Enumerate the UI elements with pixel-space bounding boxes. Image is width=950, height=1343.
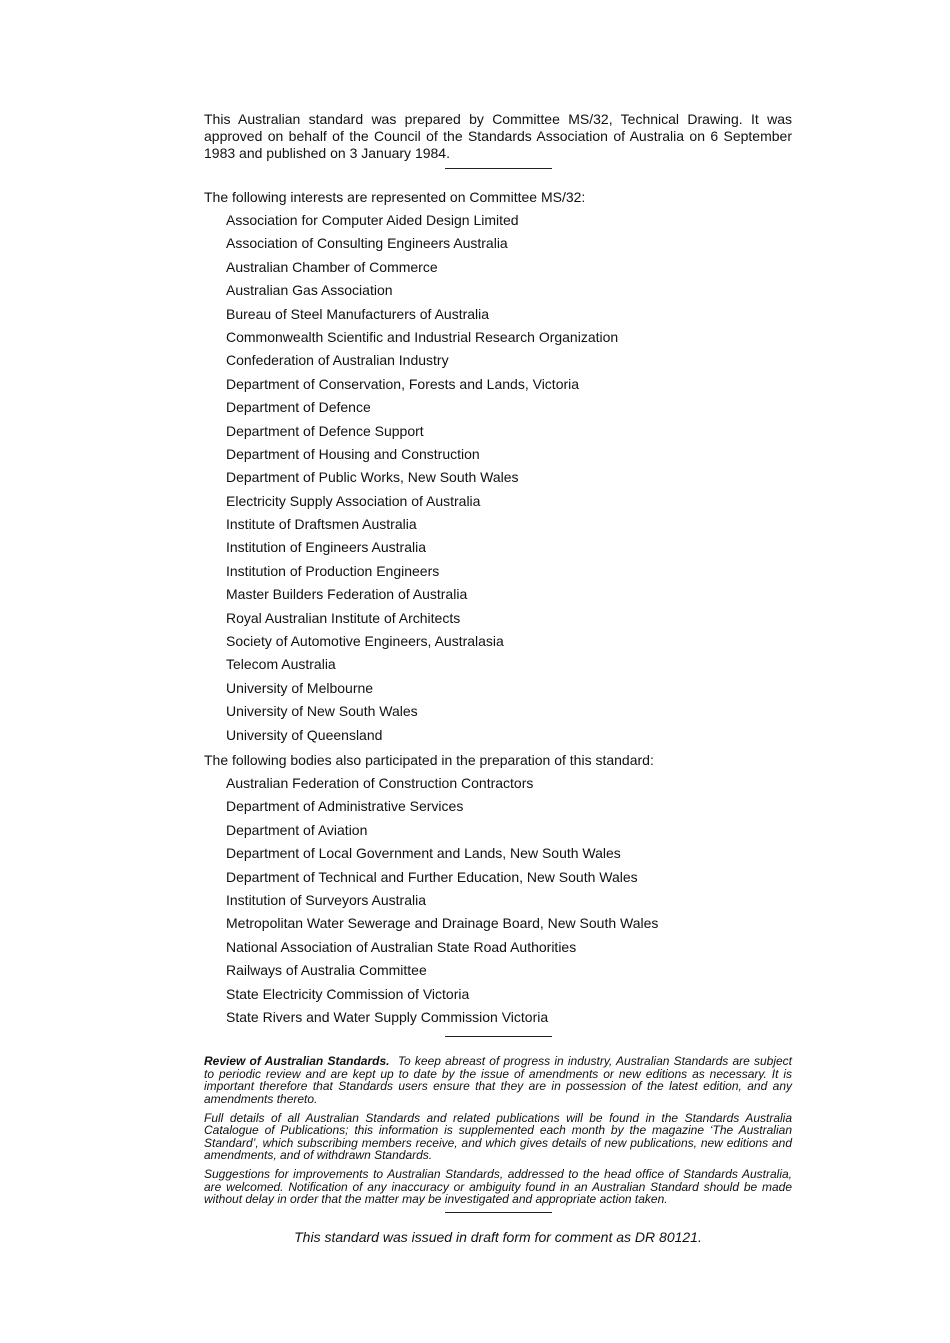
committee-member: Confederation of Australian Industry xyxy=(226,352,449,369)
committee-member: Department of Conservation, Forests and Lands, Victoria xyxy=(226,375,580,392)
issued-note: This standard was issued in draft form for comment as DR 80121. xyxy=(294,1228,702,1245)
committee-member: Department of Public Works, New South Wales xyxy=(226,469,519,486)
committee-member: Bureau of Steel Manufacturers of Australia xyxy=(226,305,490,322)
committee-member: Institution of Engineers Australia xyxy=(226,539,427,556)
committee-member: Department of Defence Support xyxy=(226,422,424,439)
committee-member: Association of Consulting Engineers Australia xyxy=(226,235,508,252)
committee-member: University of New South Wales xyxy=(226,703,418,720)
participant-body: Railways of Australia Committee xyxy=(226,962,427,979)
review-text: To keep abreast of progress in industry, Australian Standards are subject to periodic review and are kept up to date by the issue of amendments or new editions as necessary. It is important therefore that Standards users ensure that they are in possession of the latest edition, and any amendments thereto. xyxy=(204,1054,793,1107)
participant-body: State Electricity Commission of Victoria xyxy=(226,985,470,1002)
committee-member: Telecom Australia xyxy=(226,656,336,673)
committee-member: Institute of Draftsmen Australia xyxy=(226,516,417,533)
participant-body: Australian Federation of Construction Contractors xyxy=(226,774,534,791)
participant-body-list xyxy=(204,775,792,1032)
participant-body: State Rivers and Water Supply Commission Victoria xyxy=(226,1008,549,1025)
participant-body: Institution of Surveyors Australia xyxy=(226,891,426,908)
participant-body: National Association of Australian State Road Authorities xyxy=(226,938,577,955)
committee-heading: The following interests are represented on Committee MS/32: xyxy=(204,189,586,205)
committee-member: University of Queensland xyxy=(226,726,383,743)
intro-paragraph: This Australian standard was prepared by Committee MS/32, Technical Drawing. It was approved on behalf of the Council of the Standards Association of Australia on 6 September 1983 and published on 3 January 1984. xyxy=(204,111,792,161)
committee-member: University of Melbourne xyxy=(226,679,374,696)
committee-member: Department of Defence xyxy=(226,399,371,416)
divider-rule xyxy=(445,168,552,169)
details-footnote: Full details of all Australian Standards and related publications will be found in the Standards Australia Catalogue of Publications; this information is supplemented each month by the magazine ‘The Australian Standard’, which subscribing members receive, and which gives details of new publications, new editions and amendments, and of withdrawn Standards. xyxy=(204,1110,792,1163)
committee-member: Department of Housing and Construction xyxy=(226,445,480,462)
committee-member: Australian Gas Association xyxy=(226,282,393,299)
committee-member: Master Builders Federation of Australia xyxy=(226,586,468,603)
committee-member: Association for Computer Aided Design Limited xyxy=(226,212,519,228)
review-title: Review of Australian Standards. xyxy=(204,1054,390,1069)
divider-rule xyxy=(445,1036,552,1037)
committee-member: Commonwealth Scientific and Industrial Research Organization xyxy=(226,328,619,345)
committee-member-list xyxy=(204,212,792,750)
participant-body: Department of Administrative Services xyxy=(226,798,464,815)
suggestions-footnote: Suggestions for improvements to Australian Standards, addressed to the head office of Standards Australia, are welcomed. Notification of any inaccuracy or ambiguity found in an Australian Standard should be made without delay in order that the matter may be investigated and appropriate action taken. xyxy=(204,1167,792,1207)
committee-member: Institution of Production Engineers xyxy=(226,562,440,579)
committee-member: Society of Automotive Engineers, Australasia xyxy=(226,633,504,650)
participant-body: Department of Local Government and Lands, New South Wales xyxy=(226,845,621,862)
document-page xyxy=(204,111,792,1246)
committee-member: Royal Australian Institute of Architects xyxy=(226,609,461,626)
participant-body: Department of Aviation xyxy=(226,821,368,838)
review-footnote xyxy=(204,1055,792,1105)
participant-body: Metropolitan Water Sewerage and Drainage Board, New South Wales xyxy=(226,915,659,932)
committee-member: Electricity Supply Association of Australia xyxy=(226,492,481,509)
committee-member: Australian Chamber of Commerce xyxy=(226,258,438,275)
participants-heading: The following bodies also participated in the preparation of this standard: xyxy=(204,751,654,768)
divider-rule xyxy=(445,1212,552,1213)
participant-body: Department of Technical and Further Education, New South Wales xyxy=(226,868,638,885)
